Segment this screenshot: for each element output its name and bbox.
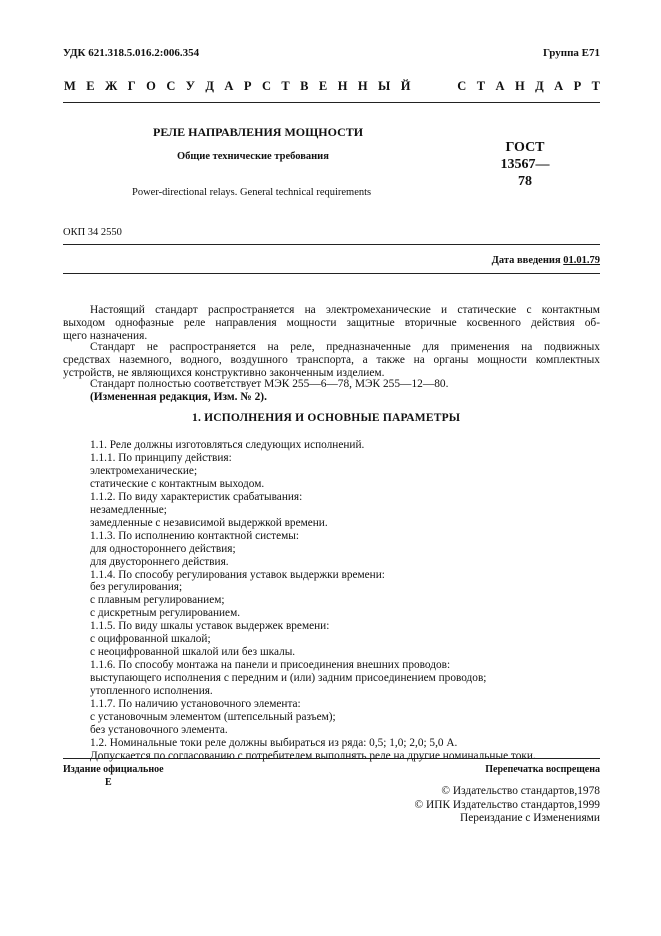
banner-letter: Т [591,79,600,93]
section-1-line: с неоцифрованной шкалой или без шкалы. [90,646,296,659]
banner-letter: С [457,79,467,93]
section-1-line: 1.1.7. По наличию установочного элемента: [90,698,301,711]
introduction-date [492,255,600,266]
date-value: 01.01.79 [563,255,600,266]
banner-letter: Ы [378,79,391,93]
paragraph-2-line-2: средствах наземного, водного, воздушного транспорта, а также на органы мощности комплектных [63,354,600,366]
section-1-line: статические с контактным выходом. [90,477,265,490]
copyright-1999: © ИПК Издательство стандартов,1999 [414,799,600,811]
section-1-line: 1.1.4. По способу регулирования уставок выдержки времени: [90,568,385,581]
section-1-line: незамедленные; [90,503,167,516]
banner-letter: Н [514,79,525,93]
group-code: Группа Е71 [542,47,600,59]
edition-letter: Е [105,777,112,788]
gost-label: ГОСТ [505,140,545,155]
date-label: Дата введения [491,255,564,266]
banner-letter: А [554,79,564,93]
amendment-note: (Измененная редакция, Изм. № 2). [90,391,267,403]
paragraph-2-line-3: устройств, не являющихся конструктивно законченным изделием. [63,367,385,379]
reissue-note: Переиздание с Изменениями [460,812,600,824]
banner-letter: А [495,79,505,93]
paragraph-1-line-1: Настоящий стандарт распространяется на электромеханические и статические с контактным [90,304,600,316]
banner-letter: Д [205,79,214,93]
section-1-heading: 1. ИСПОЛНЕНИЯ И ОСНОВНЫЕ ПАРАМЕТРЫ [192,412,461,424]
section-1-line: с установочным элементом (штепсельный разъем); [90,711,336,724]
section-1-line: без регулирования; [90,581,183,594]
banner-letter: Т [476,79,486,93]
banner-letter: Й [400,79,411,93]
document-title: РЕЛЕ НАПРАВЛЕНИЯ МОЩНОСТИ [153,125,364,139]
banner-letter: Е [318,79,328,93]
section-1-line: 1.1.1. По принципу действия: [90,451,232,464]
section-1-line: выступающего исполнения с передним и (или) задним присоединением проводов; [90,672,487,685]
udk-code: УДК 621.318.5.016.2:006.354 [63,47,200,59]
date-rule [63,273,600,274]
section-1-line: 1.1.2. По виду характеристик срабатывания: [90,490,303,503]
section-1-line: с оцифрованной шкалой; [90,633,211,646]
document-subtitle: Общие технические требования [177,151,329,162]
banner-letter: Н [337,79,348,93]
section-1-line: 1.1.5. По виду шкалы уставок выдержек времени: [90,620,330,633]
banner-letter: Р [243,79,252,93]
header-rule [63,102,600,103]
section-1-line: электромеханические; [90,464,198,477]
banner-letter: Д [535,79,544,93]
section-1-line: для двустороннего действия. [90,555,229,568]
section-1-body [90,439,610,763]
section-1-line: 1.2. Номинальные токи реле должны выбираться из ряда: 0,5; 1,0; 2,0; 5,0 А. [90,736,458,749]
paragraph-2-line-1: Стандарт не распространяется на реле, предназначенные для применения на подвижных [90,341,600,353]
banner-letter: Т [281,79,290,93]
banner-letter: Р [573,79,582,93]
section-1-line: без установочного элемента. [90,723,228,736]
banner-letter: У [185,79,195,93]
section-1-line: с дискретным регулированием. [90,607,241,620]
section-1-line: 1.1.3. По исполнению контактной системы: [90,529,299,542]
okp-rule [63,244,600,245]
okp-code: ОКП 34 2550 [63,227,122,238]
gost-code: 13567—78 [500,157,550,189]
interstate-standard-banner [64,79,600,94]
paragraph-1-line-2: выходом однофазные реле направления мощности защитные вторичные косвенного действия об- [63,317,600,329]
copyright-1978: © Издательство стандартов,1978 [441,785,600,797]
paragraph-1-line-3: щего назначения. [63,330,148,342]
section-1-line: Допускается по согласованию с потребителем выполнять реле на другие номинальные токи. [90,749,536,762]
english-title: Power-directional relays. General technical requirements [132,187,372,198]
banner-letter: С [166,79,176,93]
section-1-line: 1.1. Реле должны изготовляться следующих исполнений. [90,439,365,451]
gost-number [495,139,555,190]
banner-letter: Е [86,79,95,93]
section-1-line: с плавным регулированием; [90,594,225,607]
banner-letter: Ж [105,79,118,93]
official-edition: Издание официальное [63,764,164,775]
banner-letter: Н [357,79,368,93]
section-1-line: утопленного исполнения. [90,685,213,698]
banner-letter: О [146,79,156,93]
section-1-line: для одностороннего действия; [90,542,236,555]
section-1-line: 1.1.6. По способу монтажа на панели и присоединения внешних проводов: [90,659,451,672]
footer-rule [63,758,600,759]
banner-letter: М [64,79,76,93]
banner-gap [421,79,447,94]
banner-letter: В [300,79,309,93]
reprint-prohibited: Перепечатка воспрещена [485,764,600,775]
banner-letter: А [224,79,234,93]
banner-letter: Г [127,79,136,93]
paragraph-3: Стандарт полностью соответствует МЭК 255—6—78, МЭК 255—12—80. [90,378,449,390]
section-1-line: замедленные с независимой выдержкой времени. [90,516,328,529]
banner-letter: С [261,79,271,93]
